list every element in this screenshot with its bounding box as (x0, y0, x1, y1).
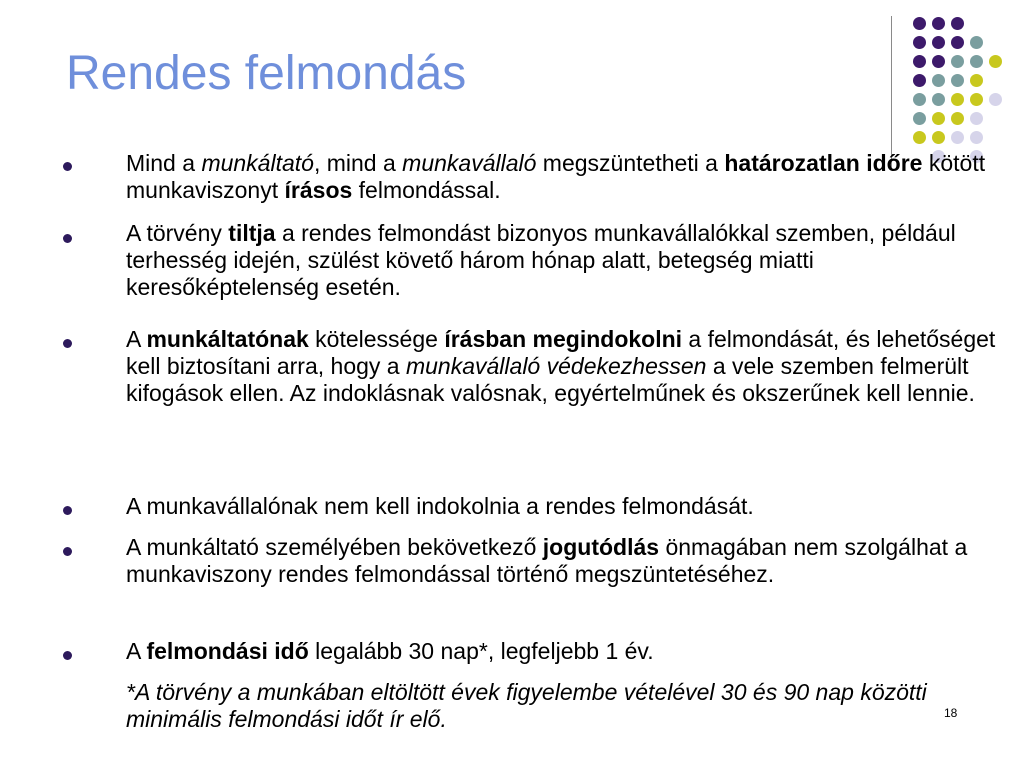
bullet-text-run: munkavállaló (402, 150, 537, 176)
bullet-text-run: kötelessége (308, 326, 445, 352)
bullet-text-run: a felmondását, és lehetőséget kell biztosítani arra, hogy a (126, 326, 996, 379)
bullet-text-run: felmondási idő (146, 638, 309, 664)
teal-dot (932, 93, 945, 106)
bullet-text-run: legalább 30 nap*, legfeljebb 1 év. (308, 638, 654, 664)
lavender-dot (970, 131, 983, 144)
bullet-text-run: munkavállaló védekezhessen (405, 353, 707, 379)
bullet-text-run: munkáltató (201, 150, 314, 176)
bullet-marker (63, 234, 72, 243)
teal-dot (913, 93, 926, 106)
bullet-text-run: tiltja (228, 220, 276, 246)
bullet-text-run: kötött munkaviszonyt (126, 150, 986, 203)
purple-dot (913, 36, 926, 49)
bullet-text-run: írásos (284, 177, 353, 203)
footnote-text: *A törvény a munkában eltöltött évek figyelembe vételével 30 és 90 nap közötti minimális felmondási időt ír elő. (126, 679, 927, 732)
yellow-dot (932, 112, 945, 125)
decorative-vertical-line (891, 16, 892, 170)
lavender-dot (989, 93, 1002, 106)
yellow-dot (951, 112, 964, 125)
yellow-dot (913, 131, 926, 144)
bullet-text-run: A munkáltató személyében bekövetkező (126, 534, 543, 560)
bullet-text-run: Mind a (126, 150, 202, 176)
yellow-dot (932, 131, 945, 144)
bullet-text-run: A munkavállalónak nem kell indokolnia a rendes felmondását. (126, 493, 754, 519)
slide-title: Rendes felmondás (66, 47, 467, 100)
teal-dot (932, 74, 945, 87)
yellow-dot (970, 74, 983, 87)
teal-dot (913, 112, 926, 125)
bullet-text-run: felmondással. (352, 177, 501, 203)
purple-dot (913, 17, 926, 30)
teal-dot (951, 74, 964, 87)
teal-dot (970, 36, 983, 49)
bullet-text-run: a rendes felmondást bizonyos munkavállalókkal szemben, például terhesség idején, szülést követő három hónap alatt, betegség miatti keresőképtelenség esetén. (126, 220, 956, 300)
lavender-dot (970, 112, 983, 125)
bullet-marker (63, 547, 72, 556)
bullet-text-run: munkáltatónak (146, 326, 309, 352)
bullet-text-run: A törvény (126, 220, 229, 246)
bullet-text-run: a vele szemben felmerült kifogások ellen. Az indoklásnak valósnak, egyértelműnek és okszerűnek kell lennie. (126, 353, 975, 406)
purple-dot (913, 55, 926, 68)
bullet-item (126, 220, 996, 301)
bullet-item (126, 150, 996, 204)
purple-dot (913, 74, 926, 87)
purple-dot (932, 55, 945, 68)
bullet-item (126, 534, 996, 588)
bullet-marker (63, 162, 72, 171)
bullet-text-run: jogutódlás (542, 534, 660, 560)
purple-dot (932, 36, 945, 49)
bullet-text-run: határozatlan időre (724, 150, 923, 176)
page-number: 18 (944, 706, 958, 720)
bullet-text-run: írásban megindokolni (444, 326, 683, 352)
purple-dot (932, 17, 945, 30)
bullet-marker (63, 506, 72, 515)
yellow-dot (951, 93, 964, 106)
bullet-item (126, 493, 996, 520)
purple-dot (951, 17, 964, 30)
bullet-marker (63, 339, 72, 348)
bullet-text-run: önmagában nem szolgálhat a munkaviszony rendes felmondással történő megszüntetéséhez. (126, 534, 968, 587)
bullet-text-run: megszüntetheti a (536, 150, 725, 176)
bullet-marker (63, 651, 72, 660)
lavender-dot (951, 131, 964, 144)
teal-dot (970, 55, 983, 68)
yellow-dot (970, 93, 983, 106)
bullet-item (126, 638, 996, 665)
teal-dot (951, 55, 964, 68)
bullet-text-run: A (126, 638, 147, 664)
bullet-text-run: , mind a (313, 150, 403, 176)
bullet-text-run: A (126, 326, 147, 352)
bullet-item (126, 326, 996, 407)
yellow-dot (989, 55, 1002, 68)
purple-dot (951, 36, 964, 49)
